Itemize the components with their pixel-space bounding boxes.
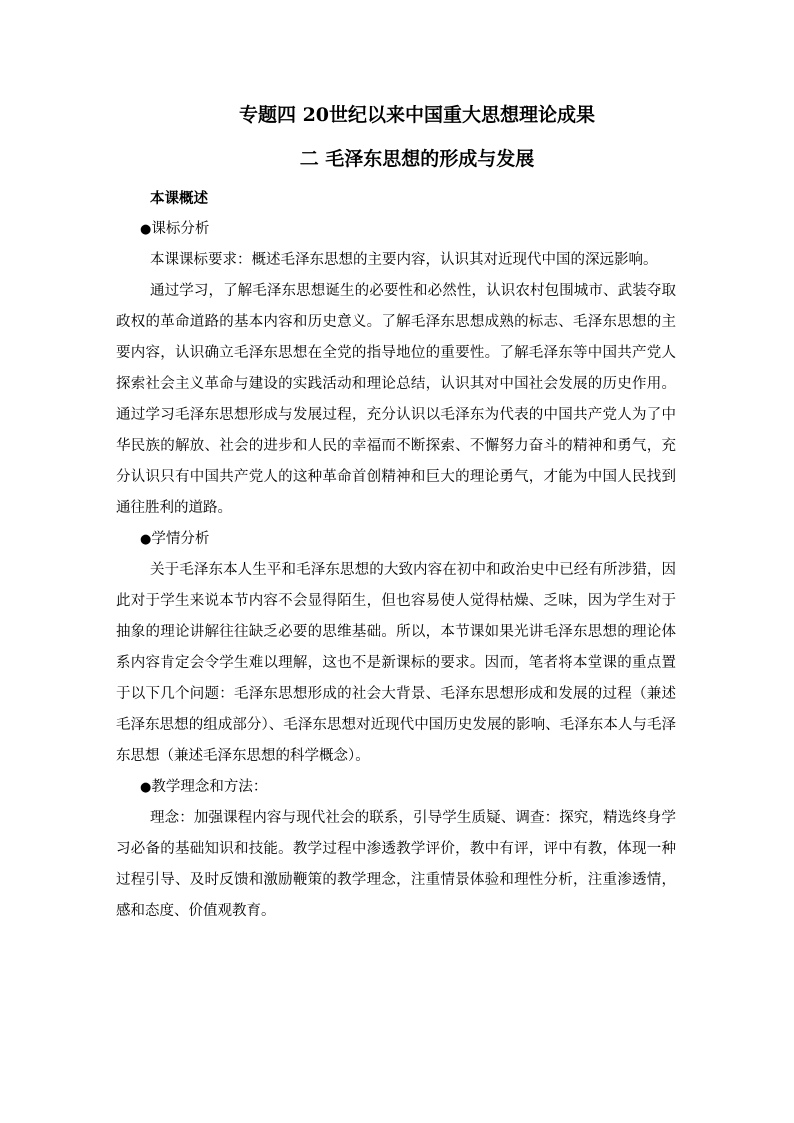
paragraph-curriculum-requirement: 本课课标要求：概述毛泽东思想的主要内容，认识其对近现代中国的深远影响。: [150, 252, 658, 268]
bullet-icon: ●: [140, 532, 152, 547]
section-heading-student-analysis: [116, 524, 676, 555]
bullet-icon: ●: [140, 780, 152, 795]
paragraph-teaching-philosophy: 理念：加强课程内容与现代社会的联系，引导学生质疑、调查：探究，精选终身学习必备的基础知识和技能。教学过程中渗透教学评价，教中有评，评中有教，体现一种过程引导、及时反馈和激励鞭策的教学理念，注重情景体验和理性分析，注重渗透情，感和态度、价值观教育。: [116, 810, 676, 919]
section-heading-label: 学情分析: [151, 531, 210, 547]
section-heading-label: 教学理念和方法：: [151, 779, 268, 795]
bullet-icon: ●: [140, 222, 152, 237]
document-subtitle: 二 毛泽东思想的形成与发展: [299, 148, 535, 170]
section-heading-teaching-method: [116, 772, 676, 803]
overview-heading: 本课概述: [150, 190, 208, 207]
paragraph-student-analysis: 关于毛泽东本人生平和毛泽东思想的大致内容在初中和政治史中已经有所涉猎，因此对于学生来说本节内容不会显得陌生，但也容易使人觉得枯燥、乏味，因为学生对于抽象的理论讲解往往缺乏必要的思维基础。所以，本节课如果光讲毛泽东思想的理论体系内容肯定会令学生难以理解，这也不是新课标的要求。因而，笔者将本堂课的重点置于以下几个问题：毛泽东思想形成的社会大背景、毛泽东思想形成和发展的过程（兼述毛泽东思想的组成部分）、毛泽东思想对近现代中国历史发展的影响、毛泽东本人与毛泽东思想（兼述毛泽东思想的科学概念）。: [116, 562, 676, 764]
paragraph-curriculum-goals: 通过学习，了解毛泽东思想诞生的必要性和必然性，认识农村包围城市、武装夺取政权的革命道路的基本内容和历史意义。了解毛泽东思想成熟的标志、毛泽东思想的主要内容，认识确立毛泽东思想在全党的指导地位的重要性。了解毛泽东等中国共产党人探索社会主义革命与建设的实践活动和理论总结，认识其对中国社会发展的历史作用。通过学习毛泽东思想形成与发展过程，充分认识以毛泽东为代表的中国共产党人为了中华民族的解放、社会的进步和人民的幸福而不断探索、不懈努力奋斗的精神和勇气，充分认识只有中国共产党人的这种革命首创精神和巨大的理论勇气，才能为中国人民找到通往胜利的道路。: [116, 283, 676, 516]
section-heading-curriculum: [116, 214, 676, 245]
document-title: 专题四 20世纪以来中国重大思想理论成果: [238, 104, 596, 126]
section-heading-label: 课标分析: [151, 221, 210, 237]
document-body: [116, 183, 676, 927]
